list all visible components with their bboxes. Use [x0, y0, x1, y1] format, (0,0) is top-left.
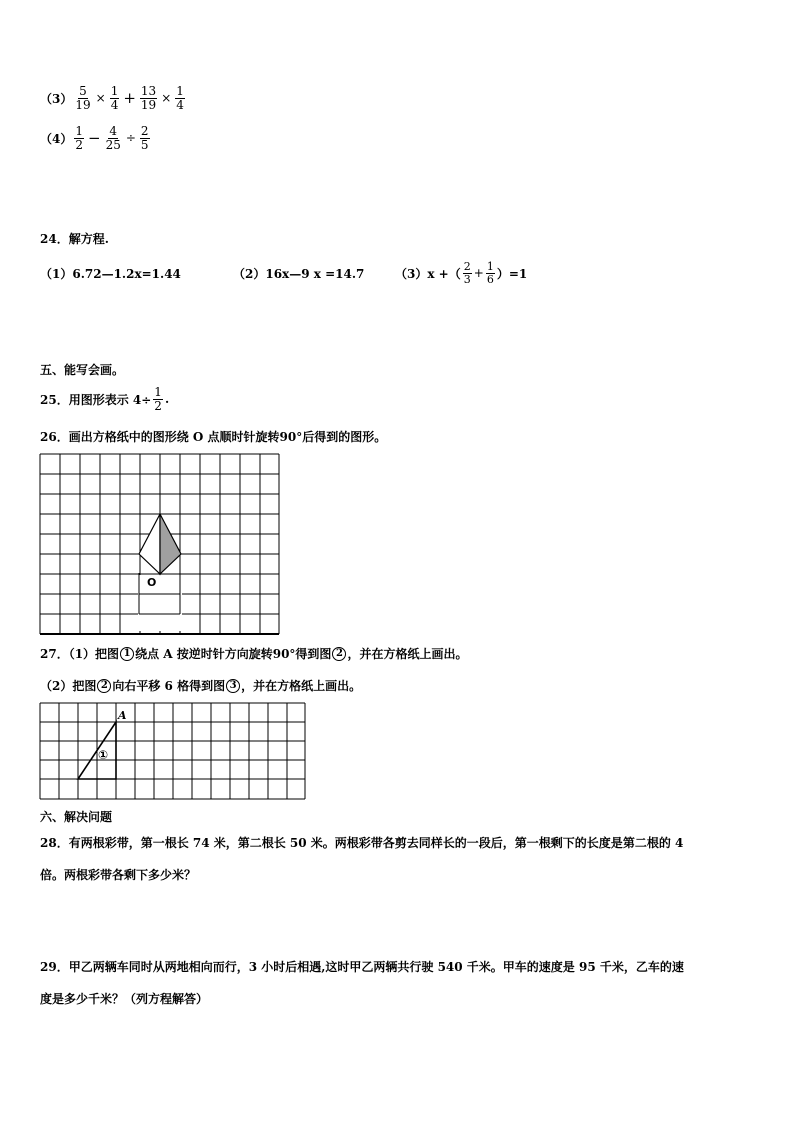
denominator: 2 — [75, 137, 83, 152]
operator: × — [95, 91, 106, 105]
label-cell — [138, 575, 182, 631]
denominator: 6 — [486, 272, 494, 286]
q28-line1: 28．有两根彩带，第一根长 74 米，第二根长 50 米。两根彩带各剪去同样长的一段后，第一根剩下的长度是第二根的 4 — [40, 836, 684, 850]
numerator: 1 — [486, 259, 494, 273]
fraction — [140, 85, 157, 111]
operator: × — [161, 91, 172, 105]
denominator: 4 — [110, 97, 119, 112]
q23-item4 — [40, 120, 152, 156]
text: （2）把图 — [40, 679, 97, 693]
fraction — [110, 85, 120, 111]
fraction — [175, 85, 185, 111]
eq3-prefix: （3）x +（ — [395, 266, 461, 281]
grid-lines — [40, 703, 305, 799]
text: ，并在方格纸上画出。 — [347, 647, 468, 661]
fraction — [74, 85, 91, 111]
circled-number: 1 — [120, 647, 134, 661]
denominator: 4 — [176, 97, 184, 112]
fraction — [153, 386, 163, 412]
text: 27．（1）把图 — [40, 647, 120, 661]
denominator: 19 — [140, 97, 157, 112]
numerator: 1 — [110, 83, 119, 98]
q25 — [40, 382, 169, 416]
figure-1-label: ① — [98, 748, 109, 762]
q25-prefix: 25．用图形表示 4÷ — [40, 392, 152, 407]
text: ，并在方格纸上画出。 — [241, 679, 362, 693]
numerator: 13 — [140, 83, 157, 98]
numerator: 1 — [154, 384, 162, 399]
q26-title: 26．画出方格纸中的图形绕 O 点顺时针旋转90°后得到的图形。 — [40, 430, 387, 444]
operator: − — [88, 129, 101, 147]
q23-item3 — [40, 80, 187, 116]
fraction — [486, 261, 495, 285]
numerator: 1 — [176, 83, 184, 98]
denominator: 5 — [140, 137, 149, 152]
q27-part1 — [40, 645, 467, 662]
point-o-label: O — [147, 576, 157, 589]
q27-grid-figure — [38, 701, 308, 803]
numerator: 4 — [109, 123, 118, 138]
denominator: 25 — [105, 137, 121, 152]
item-label: （3） — [40, 91, 73, 106]
kite-right-half-shaded — [160, 514, 181, 574]
q24-eq3 — [395, 257, 527, 289]
fraction — [74, 125, 84, 151]
operator: ÷ — [125, 131, 136, 145]
q29-line2: 度是多少千米？（列方程解答） — [40, 992, 209, 1006]
operator: + — [123, 89, 136, 107]
q25-suffix: . — [164, 392, 170, 406]
circled-number: 3 — [226, 679, 240, 693]
eq3-suffix: ）=1 — [496, 266, 528, 281]
fraction — [463, 261, 472, 285]
q24-eq2: （2）16x—9 x =14.7 — [233, 267, 365, 281]
q27-part2 — [40, 677, 361, 694]
q28-line2: 倍。两根彩带各剩下多少米？ — [40, 868, 197, 882]
q26-grid-figure — [38, 452, 283, 637]
q24-title: 24．解方程. — [40, 232, 109, 246]
denominator: 2 — [154, 398, 162, 413]
denominator: 3 — [463, 272, 471, 286]
circled-number: 2 — [332, 647, 346, 661]
numerator: 1 — [75, 123, 83, 138]
kite-left-half — [139, 514, 160, 574]
denominator: 19 — [75, 97, 91, 112]
text: 向右平移 6 格得到图 — [112, 679, 226, 693]
section5-heading: 五、能写会画。 — [40, 363, 125, 377]
item-label: （4） — [40, 131, 73, 146]
fraction — [140, 125, 150, 151]
fraction — [105, 125, 122, 151]
numerator: 5 — [79, 83, 87, 98]
point-a-label: A — [118, 709, 127, 722]
numerator: 2 — [140, 123, 149, 138]
text: 绕点 A 按逆时针方向旋转90°得到图 — [135, 647, 332, 661]
q29-line1: 29．甲乙两辆车同时从两地相向而行，3 小时后相遇,这时甲乙两辆共行驶 540 千米。甲车的速度是 95 千米，乙车的速 — [40, 960, 684, 974]
section6-heading: 六、解决问题 — [40, 810, 113, 824]
numerator: 2 — [463, 259, 471, 273]
q24-eq1: （1）6.72—1.2x=1.44 — [40, 267, 181, 281]
circled-number: 2 — [97, 679, 111, 693]
operator: + — [473, 266, 484, 280]
